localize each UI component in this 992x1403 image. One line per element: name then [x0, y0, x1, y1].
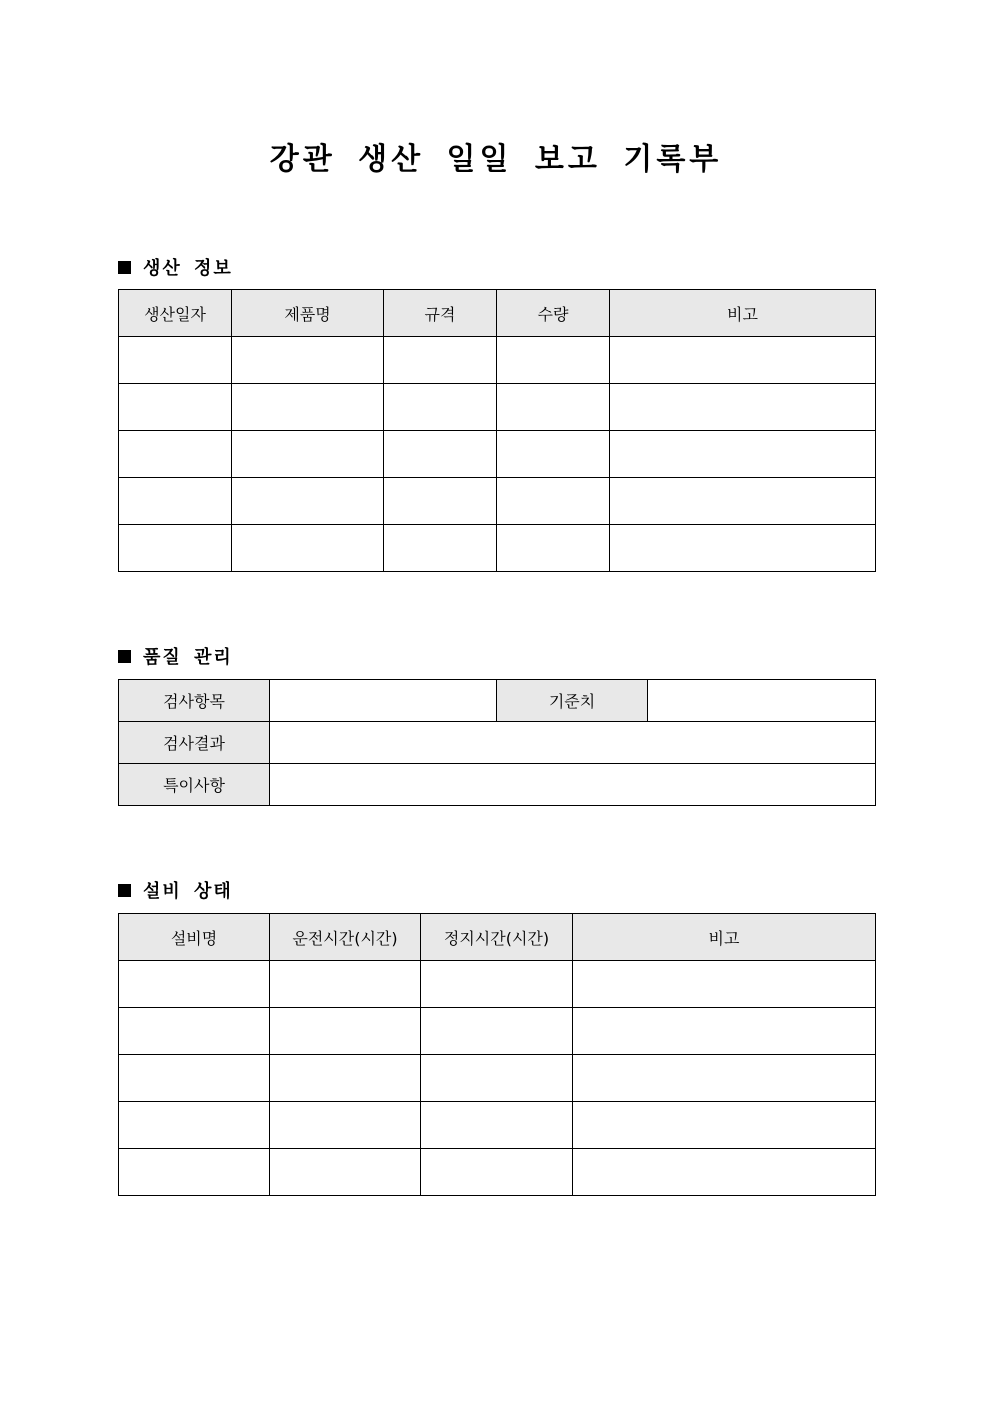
remarks-field[interactable]	[270, 764, 876, 806]
table-cell[interactable]	[232, 431, 384, 478]
table-cell[interactable]	[119, 961, 270, 1008]
table-cell[interactable]	[497, 478, 610, 525]
table-cell[interactable]	[119, 1008, 270, 1055]
column-header-production-date: 생산일자	[119, 290, 232, 337]
table-cell[interactable]	[384, 431, 497, 478]
table-cell[interactable]	[497, 431, 610, 478]
quality-table	[118, 679, 876, 806]
table-cell[interactable]	[119, 1102, 270, 1149]
column-header-product-name: 제품명	[232, 290, 384, 337]
table-cell[interactable]	[610, 525, 876, 572]
quality-heading-text: 품질 관리	[143, 647, 233, 668]
column-header-equipment-name: 설비명	[119, 914, 270, 961]
table-cell[interactable]	[384, 525, 497, 572]
table-row	[119, 1102, 876, 1149]
table-cell[interactable]	[119, 384, 232, 431]
table-row	[119, 764, 876, 806]
table-cell[interactable]	[232, 337, 384, 384]
equipment-section-heading	[118, 877, 233, 903]
table-row	[119, 525, 876, 572]
table-cell[interactable]	[119, 337, 232, 384]
table-cell[interactable]	[497, 337, 610, 384]
inspection-item-label: 검사항목	[119, 680, 270, 722]
table-cell[interactable]	[573, 1149, 876, 1196]
table-cell[interactable]	[232, 478, 384, 525]
table-cell[interactable]	[270, 1149, 421, 1196]
table-cell[interactable]	[270, 961, 421, 1008]
table-cell[interactable]	[384, 384, 497, 431]
table-cell[interactable]	[232, 525, 384, 572]
table-cell[interactable]	[421, 1008, 573, 1055]
equipment-heading-text: 설비 상태	[143, 881, 233, 902]
table-cell[interactable]	[232, 384, 384, 431]
table-cell[interactable]	[573, 1102, 876, 1149]
table-header-row	[119, 914, 876, 961]
table-cell[interactable]	[573, 961, 876, 1008]
quality-section-heading	[118, 643, 233, 669]
standard-value-label: 기준치	[497, 680, 648, 722]
production-heading-text: 생산 정보	[143, 258, 233, 279]
production-section-heading	[118, 254, 233, 280]
table-row	[119, 722, 876, 764]
inspection-item-field[interactable]	[270, 680, 497, 722]
document-title: 강관 생산 일일 보고 기록부	[269, 142, 723, 177]
table-cell[interactable]	[119, 1149, 270, 1196]
table-row	[119, 1149, 876, 1196]
column-header-remarks: 비고	[573, 914, 876, 961]
table-cell[interactable]	[384, 478, 497, 525]
table-cell[interactable]	[610, 431, 876, 478]
table-cell[interactable]	[610, 384, 876, 431]
inspection-result-label: 검사결과	[119, 722, 270, 764]
table-row	[119, 431, 876, 478]
table-cell[interactable]	[270, 1055, 421, 1102]
column-header-downtime-hours: 정지시간(시간)	[421, 914, 573, 961]
table-row	[119, 478, 876, 525]
table-cell[interactable]	[421, 1055, 573, 1102]
table-cell[interactable]	[119, 525, 232, 572]
table-cell[interactable]	[497, 525, 610, 572]
table-row	[119, 337, 876, 384]
table-cell[interactable]	[384, 337, 497, 384]
remarks-label: 특이사항	[119, 764, 270, 806]
table-header-row	[119, 290, 876, 337]
table-cell[interactable]	[119, 478, 232, 525]
table-cell[interactable]	[421, 1149, 573, 1196]
table-cell[interactable]	[270, 1102, 421, 1149]
column-header-remarks: 비고	[610, 290, 876, 337]
table-cell[interactable]	[270, 1008, 421, 1055]
table-cell[interactable]	[573, 1008, 876, 1055]
column-header-operating-hours: 운전시간(시간)	[270, 914, 421, 961]
square-bullet-icon	[118, 650, 131, 663]
table-cell[interactable]	[573, 1055, 876, 1102]
inspection-result-field[interactable]	[270, 722, 876, 764]
table-row	[119, 384, 876, 431]
table-cell[interactable]	[610, 337, 876, 384]
table-cell[interactable]	[119, 431, 232, 478]
standard-value-field[interactable]	[648, 680, 876, 722]
table-row	[119, 1055, 876, 1102]
table-row	[119, 961, 876, 1008]
column-header-spec: 규격	[384, 290, 497, 337]
table-cell[interactable]	[421, 961, 573, 1008]
table-cell[interactable]	[610, 478, 876, 525]
production-table	[118, 289, 876, 572]
square-bullet-icon	[118, 261, 131, 274]
table-cell[interactable]	[421, 1102, 573, 1149]
table-cell[interactable]	[497, 384, 610, 431]
table-row	[119, 680, 876, 722]
column-header-quantity: 수량	[497, 290, 610, 337]
square-bullet-icon	[118, 884, 131, 897]
equipment-table	[118, 913, 876, 1196]
table-cell[interactable]	[119, 1055, 270, 1102]
table-row	[119, 1008, 876, 1055]
